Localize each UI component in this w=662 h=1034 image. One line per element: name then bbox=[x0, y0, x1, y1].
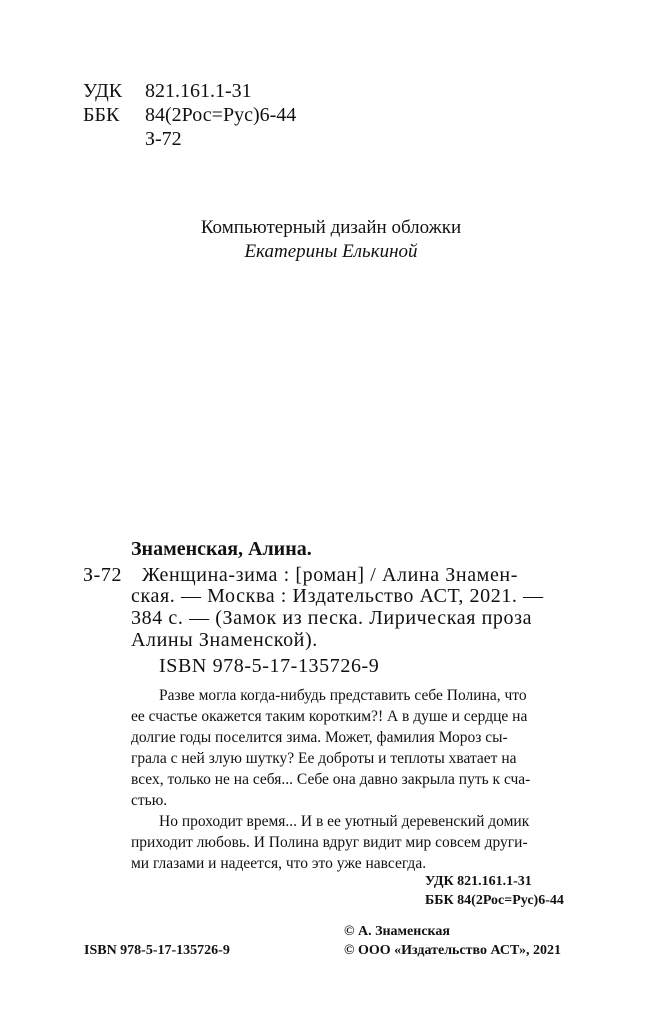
record-isbn: ISBN 978-5-17-135726-9 bbox=[159, 655, 380, 677]
record-line-1: Женщина-зима : [роман] / Алина Знамен- bbox=[142, 564, 518, 586]
bbk-value: 84(2Рос=Рус)6-44 bbox=[145, 104, 297, 126]
footer-udk: УДК 821.161.1-31 bbox=[425, 874, 532, 889]
record-line-3: 384 с. — (Замок из песка. Лирическая проза bbox=[131, 607, 533, 629]
annotation-p1-line-6: стью. bbox=[131, 792, 168, 809]
author-sign-top: З-72 bbox=[145, 128, 182, 150]
annotation-p1-line-4: грала с ней злую шутку? Ее доброты и теплоты хватает на bbox=[131, 750, 517, 767]
annotation-p1-line-5: всех, только не на себя... Себе она давно закрыла путь к сча- bbox=[131, 771, 531, 788]
bbk-label: ББК bbox=[83, 104, 120, 126]
udk-value: 821.161.1-31 bbox=[145, 80, 252, 102]
copyright-author: © А. Знаменская bbox=[344, 924, 450, 939]
record-line-4: Алины Знаменской). bbox=[131, 629, 318, 651]
copyright-publisher: © ООО «Издательство АСТ», 2021 bbox=[344, 943, 562, 958]
footer-isbn: ISBN 978-5-17-135726-9 bbox=[84, 943, 230, 958]
annotation-p1-line-3: долгие годы поселится зима. Может, фамилия Мороз сы- bbox=[131, 729, 508, 746]
footer-bbk: ББК 84(2Рос=Рус)6-44 bbox=[425, 893, 564, 908]
credit-line-1: Компьютерный дизайн обложки bbox=[200, 217, 462, 238]
annotation-p2-line-3: ми глазами и надеется, что это уже навсегда. bbox=[131, 855, 427, 872]
author-sign-record: З-72 bbox=[83, 564, 123, 586]
udk-row bbox=[83, 79, 383, 103]
author-heading: Знаменская, Алина. bbox=[131, 538, 312, 560]
annotation-p1-line-2: ее счастье окажется таким коротким?! А в душе и сердце на bbox=[131, 708, 528, 725]
credit-designer-name: Екатерины Елькиной bbox=[244, 241, 418, 262]
udk-label: УДК bbox=[83, 80, 123, 102]
annotation-p2-line-1: Но проходит время... И в ее уютный деревенский домик bbox=[159, 813, 530, 830]
record-line-2: ская. — Москва : Издательство АСТ, 2021. — bbox=[131, 585, 544, 607]
annotation-p2-line-2: приходит любовь. И Полина вдруг видит мир совсем други- bbox=[131, 834, 528, 851]
bbk-row bbox=[83, 103, 383, 127]
annotation-p1-line-1: Разве могла когда-нибудь представить себе Полина, что bbox=[159, 687, 527, 704]
